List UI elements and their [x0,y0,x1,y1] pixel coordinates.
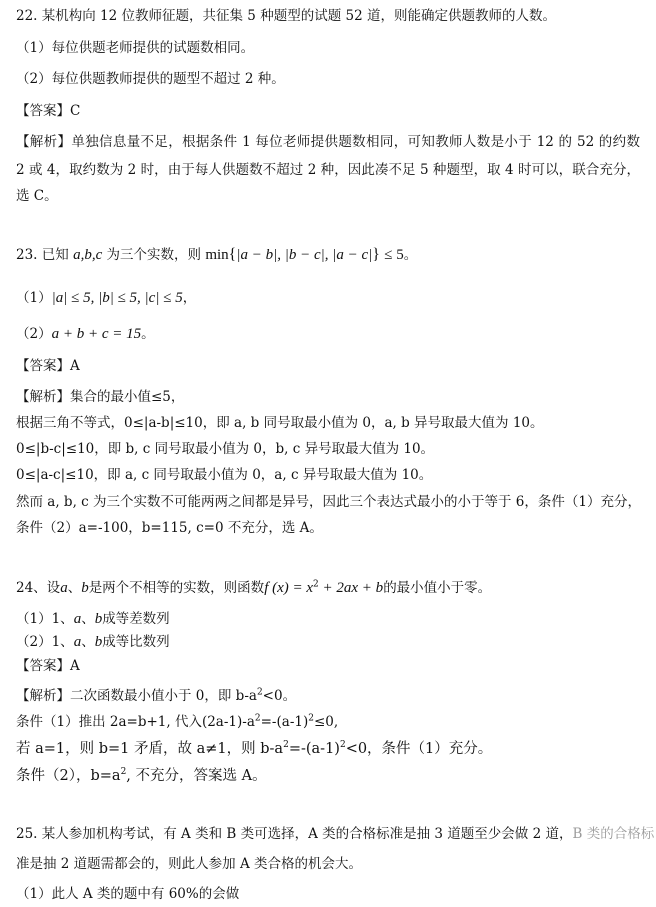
q23-analysis-line-3: 0≤|b-c|≤10，即 b, c 同号取最小值为 0，b, c 异号取最大值为 10。 [16,441,435,457]
q24-c1-a: a [73,611,82,627]
q23-prefix: 23. 已知 [16,247,69,263]
q24-function: f (x) = x [264,580,314,596]
q24-t4: 的最小值小于零。 [383,580,492,596]
q25-title [16,824,654,844]
q23-analysis-line-6: 条件（2）a=-100，b=115, c=0 不充分，选 A。 [16,520,323,536]
q24-exponent: 2 [313,579,319,590]
q23-condition-2 [16,324,155,344]
q23-c1-end: ， [182,290,197,306]
q24-analysis-line-1: 【解析】二次函数最小值小于 0，即 $b-a^2<0$。 [16,687,297,704]
q23-c2-label: （2） [16,326,52,342]
q23-min-expr: |a − b|, |b − c|, |a − c| [236,247,373,263]
q24-function-tail: + 2ax + b [318,580,384,596]
q24-c2-sep: 、 [81,634,95,650]
q23-analysis-line-4: 0≤|a-c|≤10，即 a, c 同号取最小值为 0，a, c 异号取最大值为 10。 [16,467,433,483]
q25-title-gray: B 类的合格标 [572,826,655,842]
q23-relation: ≤ 5 [384,247,404,263]
q22-condition-1: （1）每位供题老师提供的试题数相同。 [16,40,255,56]
q24-c2-b: b [94,634,103,650]
q25-title-main: 25. 某人参加机构考试，有 A 类和 B 类可选择，A 类的合格标准是抽 3 道题至少会做 2 道， [16,826,573,842]
q24-c1-label: （1）1、 [16,611,74,627]
q24-title [16,578,491,598]
q23-analysis-line-5: 然而 a, b, c 为三个实数不可能两两之间都是异号，因此三个表达式最小的小于等于 6，条件（1）充分， [16,494,641,510]
q24-var-a: a [60,580,68,596]
q23-condition-1 [16,288,196,308]
q23-brace-open: { [228,246,237,263]
q24-sep: 、 [67,580,82,596]
q23-vars: a,b,c [73,247,103,263]
q23-analysis-line-2: 根据三角不等式，0≤|a-b|≤10，即 a, b 同号取最小值为 0，a, b 异号取最大值为 10。 [16,415,544,431]
q22-title: 22. 某机构向 12 位教师征题，共征集 5 种题型的试题 52 道，则能确定供题教师的人数。 [16,8,556,24]
q22-analysis-line-3: 选 C。 [16,188,58,204]
q23-mid: 为三个实数，则 [106,247,202,263]
q23-answer: 【答案】A [16,358,80,374]
q24-analysis-line-3: 若 a=1，则 b=1 矛盾，故 a≠1，则 $b-a^2=-(a-1)^2<0$，条件（1）充分。 [16,740,493,757]
q24-analysis-line-2: 条件（1）推出 2a=b+1, 代入$(2a-1)-a^2=-(a-1)^2\le 0$, [16,713,339,730]
q23-c1-label: （1） [16,290,52,306]
q23-c1-expr: |a| ≤ 5, |b| ≤ 5, |c| ≤ 5 [51,290,183,306]
q24-c1-b: b [94,611,103,627]
q23-title [16,245,417,265]
q22-analysis-line-2: 2 或 4，取约数为 2 时，由于每人供题数不超过 2 种，因此凑不足 5 种题型，取 4 时可以，联合充分， [16,162,640,178]
q24-analysis-line-4: 条件（2），$b=a^2$, 不充分，答案选 A。 [16,767,267,784]
q24-c1-tail: 成等差数列 [102,611,170,627]
q23-c2-expr: a + b + c = 15 [51,326,142,342]
q24-condition-1 [16,609,170,629]
q22-answer: 【答案】C [16,103,81,119]
q24-t2: 是两个不相等的实数，则函数 [88,580,265,596]
q25-condition-1: （1）此人 A 类的题中有 60%的会做 [16,886,240,902]
q23-brace-close: } [372,246,380,263]
q24-condition-2 [16,632,170,652]
q23-analysis-line-1: 【解析】集合的最小值≤5， [16,389,185,405]
q25-title-line-2: 准是抽 2 道题需都会的，则此人参加 A 类合格的机会大。 [16,856,363,872]
q24-answer: 【答案】A [16,658,80,674]
q24-var-b: b [81,580,89,596]
q24-c2-a: a [73,634,82,650]
q24-c1-sep: 、 [81,611,95,627]
q23-c2-end: 。 [141,326,155,342]
q22-condition-2: （2）每位供题教师提供的题型不超过 2 种。 [16,71,285,87]
q22-analysis-line-1: 【解析】单独信息量不足，根据条件 1 每位老师提供题数相同，可知教师人数是小于 12 的 52 的约数 [16,134,640,150]
q24-c2-label: （2）1、 [16,634,74,650]
q23-min-label: min [205,247,229,263]
q24-t1: 24、设 [16,580,61,596]
q23-end: 。 [403,247,418,263]
q24-c2-tail: 成等比数列 [102,634,170,650]
